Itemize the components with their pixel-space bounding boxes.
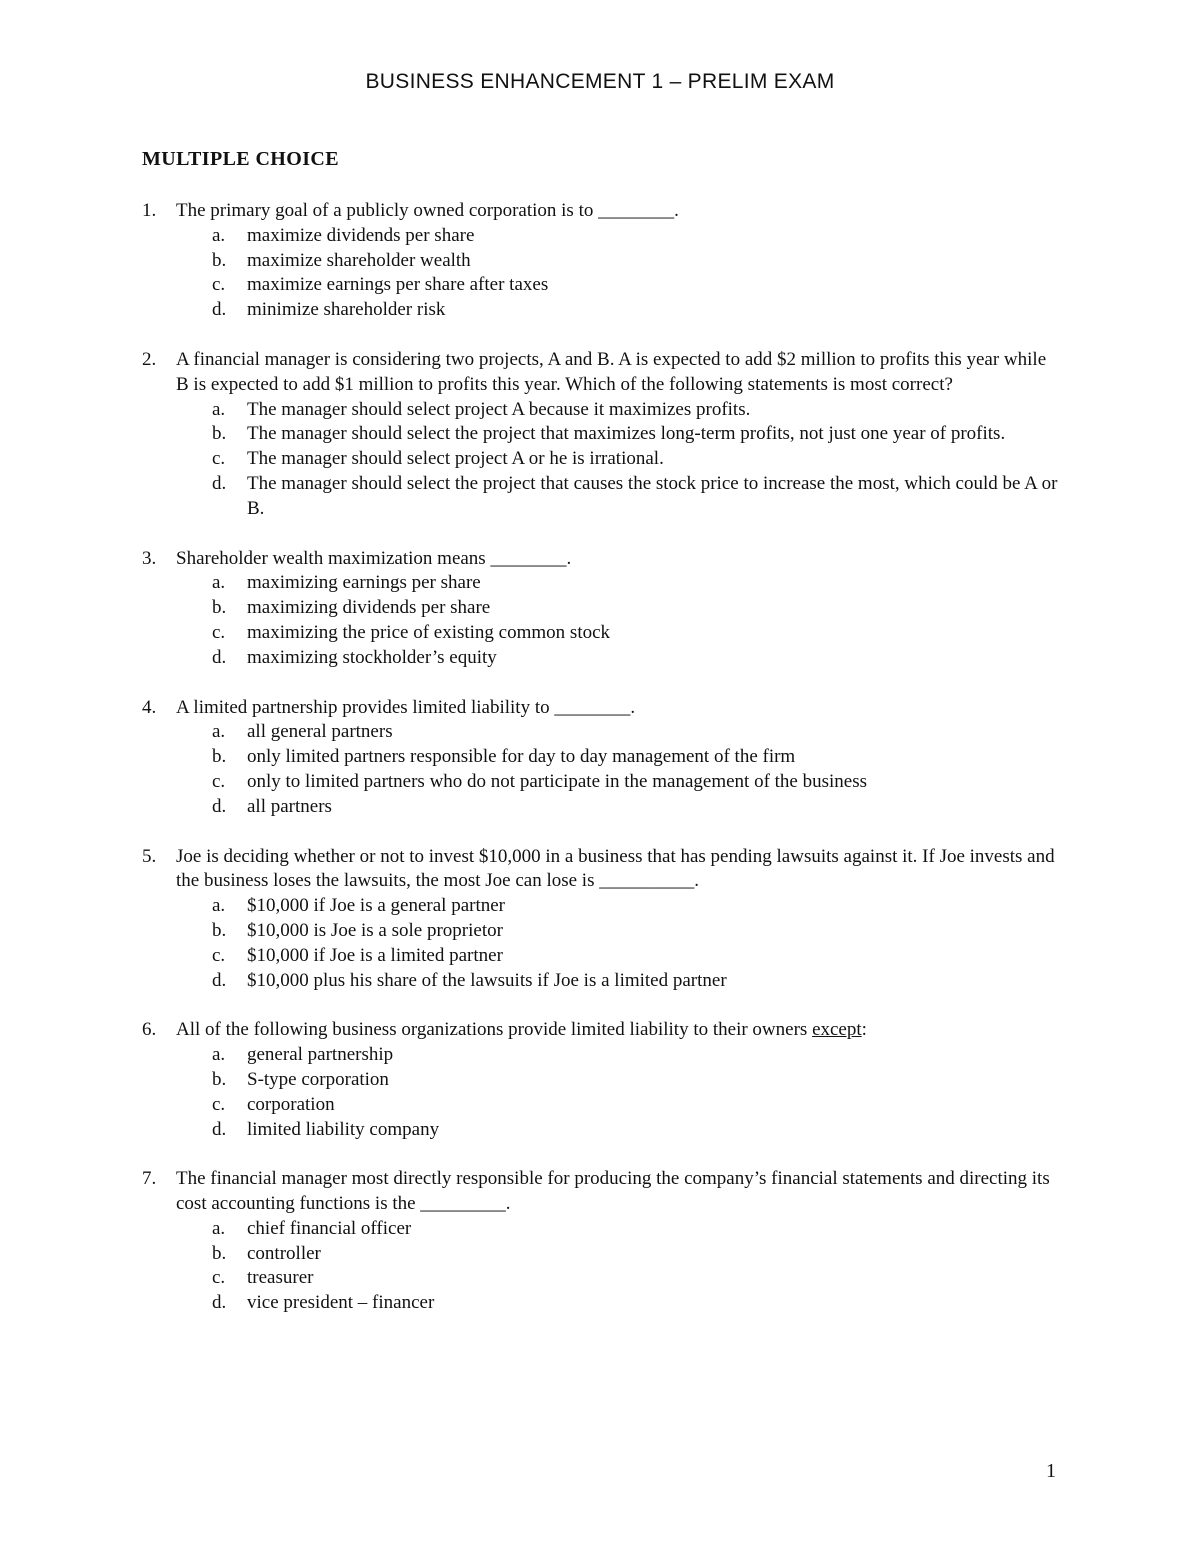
question-list bbox=[142, 199, 1062, 1341]
question-text: Joe is deciding whether or not to invest $10,000 in a business that has pending lawsuits against it. If Joe invests and the business loses the lawsuits, the most Joe can lose is __________. bbox=[176, 845, 1055, 892]
option-b bbox=[176, 249, 1062, 274]
option-b bbox=[176, 1242, 1062, 1267]
option-letter: c. bbox=[212, 944, 226, 966]
option-list bbox=[176, 1217, 1062, 1316]
question-text: The primary goal of a publicly owned corporation is to ________. bbox=[176, 200, 679, 221]
option-letter: a. bbox=[212, 224, 226, 246]
option-letter: c. bbox=[212, 1093, 226, 1115]
option-text: all general partners bbox=[247, 721, 393, 743]
option-letter: d. bbox=[212, 472, 227, 494]
question-4 bbox=[142, 696, 1062, 820]
option-text: treasurer bbox=[247, 1267, 314, 1289]
emphasis-except: except bbox=[812, 1019, 862, 1041]
question-5 bbox=[142, 845, 1062, 994]
question-text: The financial manager most directly responsible for producing the company’s financial statements and directing its cost accounting functions is the _________. bbox=[176, 1168, 1050, 1215]
option-letter: d. bbox=[212, 299, 227, 321]
question-7 bbox=[142, 1167, 1062, 1316]
question-text: A financial manager is considering two projects, A and B. A is expected to add $2 million to profits this year while B is expected to add $1 million to profits this year. Which of the following statements is most correct? bbox=[176, 348, 1047, 395]
option-list bbox=[176, 894, 1062, 993]
option-text: maximize earnings per share after taxes bbox=[247, 274, 549, 296]
option-text: maximizing the price of existing common stock bbox=[247, 621, 611, 643]
option-letter: d. bbox=[212, 646, 227, 668]
option-text: The manager should select project A or he is irrational. bbox=[247, 448, 664, 470]
option-letter: c. bbox=[212, 770, 226, 792]
option-text: $10,000 if Joe is a general partner bbox=[247, 895, 505, 917]
option-letter: c. bbox=[212, 274, 226, 296]
option-b bbox=[176, 919, 1062, 944]
option-letter: b. bbox=[212, 249, 227, 271]
document-title: BUSINESS ENHANCEMENT 1 – PRELIM EXAM bbox=[365, 70, 835, 93]
option-d bbox=[176, 646, 1062, 671]
option-d bbox=[176, 795, 1062, 820]
option-c bbox=[176, 447, 1062, 472]
option-c bbox=[176, 944, 1062, 969]
question-text: A limited partnership provides limited liability to ________. bbox=[176, 696, 636, 718]
question-number: 2. bbox=[142, 348, 157, 370]
question-number: 4. bbox=[142, 696, 157, 718]
option-list bbox=[176, 571, 1062, 670]
question-number: 1. bbox=[142, 200, 157, 221]
option-text: The manager should select the project that maximizes long-term profits, not just one year of profits. bbox=[247, 423, 1006, 445]
option-c bbox=[176, 770, 1062, 795]
option-c bbox=[176, 273, 1062, 298]
option-letter: a. bbox=[212, 721, 226, 743]
option-text: The manager should select project A because it maximizes profits. bbox=[247, 398, 751, 420]
option-text: maximizing dividends per share bbox=[247, 597, 491, 619]
question-text-tail: : bbox=[861, 1019, 867, 1041]
option-a bbox=[176, 1043, 1062, 1068]
option-b bbox=[176, 596, 1062, 621]
option-letter: b. bbox=[212, 423, 227, 445]
option-text: maximize shareholder wealth bbox=[247, 249, 471, 271]
option-text: The manager should select the project that causes the stock price to increase the most, which could be A or B. bbox=[247, 472, 1058, 519]
question-number: 7. bbox=[142, 1168, 157, 1190]
option-text: general partnership bbox=[247, 1044, 394, 1066]
question-3 bbox=[142, 547, 1062, 671]
option-text: only to limited partners who do not participate in the management of the business bbox=[247, 770, 867, 792]
option-a bbox=[176, 1217, 1062, 1242]
question-2 bbox=[142, 348, 1062, 522]
option-letter: b. bbox=[212, 597, 227, 619]
option-c bbox=[176, 621, 1062, 646]
option-text: $10,000 plus his share of the lawsuits if Joe is a limited partner bbox=[247, 969, 727, 991]
option-d bbox=[176, 472, 1062, 522]
option-text: $10,000 if Joe is a limited partner bbox=[247, 944, 503, 966]
question-1 bbox=[142, 199, 1062, 323]
option-text: controller bbox=[247, 1242, 321, 1264]
option-list bbox=[176, 1043, 1062, 1142]
option-text: only limited partners responsible for day to day management of the firm bbox=[247, 746, 796, 768]
option-letter: b. bbox=[212, 1242, 227, 1264]
option-text: vice president – financer bbox=[247, 1292, 435, 1314]
option-list bbox=[176, 398, 1062, 522]
option-letter: b. bbox=[212, 919, 227, 941]
option-letter: a. bbox=[212, 572, 226, 594]
option-text: S-type corporation bbox=[247, 1068, 389, 1090]
option-list bbox=[176, 720, 1062, 819]
option-text: limited liability company bbox=[247, 1118, 440, 1140]
option-letter: a. bbox=[212, 1044, 226, 1066]
option-letter: b. bbox=[212, 1068, 227, 1090]
option-a bbox=[176, 224, 1062, 249]
option-letter: d. bbox=[212, 795, 227, 817]
section-heading: MULTIPLE CHOICE bbox=[142, 148, 339, 170]
option-letter: a. bbox=[212, 398, 226, 420]
option-a bbox=[176, 720, 1062, 745]
option-text: maximizing stockholder’s equity bbox=[247, 646, 497, 668]
option-letter: c. bbox=[212, 448, 226, 470]
question-text bbox=[176, 1018, 1062, 1043]
option-d bbox=[176, 1118, 1062, 1143]
question-6 bbox=[142, 1018, 1062, 1142]
option-c bbox=[176, 1093, 1062, 1118]
option-letter: b. bbox=[212, 746, 227, 768]
option-a bbox=[176, 894, 1062, 919]
option-text: chief financial officer bbox=[247, 1217, 412, 1239]
option-d bbox=[176, 969, 1062, 994]
question-number: 3. bbox=[142, 547, 157, 569]
option-b bbox=[176, 1068, 1062, 1093]
option-letter: d. bbox=[212, 969, 227, 991]
option-text: all partners bbox=[247, 795, 332, 817]
option-letter: c. bbox=[212, 621, 226, 643]
question-number: 6. bbox=[142, 1019, 157, 1041]
option-list bbox=[176, 224, 1062, 323]
question-number: 5. bbox=[142, 845, 157, 867]
page-number: 1 bbox=[1046, 1460, 1056, 1482]
option-b bbox=[176, 745, 1062, 770]
option-d bbox=[176, 298, 1062, 323]
option-text: maximize dividends per share bbox=[247, 224, 475, 246]
option-c bbox=[176, 1266, 1062, 1291]
option-text: corporation bbox=[247, 1093, 335, 1115]
option-letter: d. bbox=[212, 1118, 227, 1140]
option-letter: a. bbox=[212, 1217, 226, 1239]
option-a bbox=[176, 571, 1062, 596]
option-b bbox=[176, 422, 1062, 447]
question-text-lead: All of the following business organizations provide limited liability to their owners bbox=[176, 1019, 813, 1041]
option-letter: a. bbox=[212, 895, 226, 917]
option-text: maximizing earnings per share bbox=[247, 572, 481, 594]
option-text: $10,000 is Joe is a sole proprietor bbox=[247, 919, 503, 941]
option-d bbox=[176, 1291, 1062, 1316]
question-text: Shareholder wealth maximization means ________. bbox=[176, 547, 572, 569]
option-text: minimize shareholder risk bbox=[247, 299, 446, 321]
option-letter: c. bbox=[212, 1267, 226, 1289]
option-letter: d. bbox=[212, 1292, 227, 1314]
option-a bbox=[176, 398, 1062, 423]
